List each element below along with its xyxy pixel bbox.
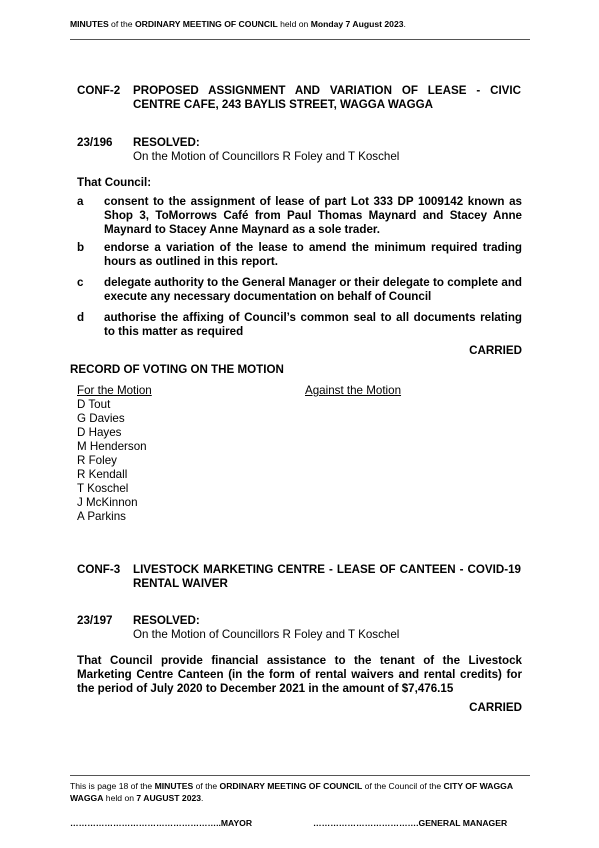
footer-meeting: ORDINARY MEETING OF COUNCIL — [219, 781, 363, 791]
signature-line — [70, 818, 530, 828]
list-item-text: endorse a variation of the lease to amend the minimum required trading hours as outlined in this report. — [104, 241, 522, 268]
footer-date: 7 AUGUST 2023 — [136, 793, 202, 803]
resolution-number: 23/196 — [77, 136, 113, 149]
mayor-label: MAYOR — [220, 818, 253, 828]
list-item-text: authorise the affixing of Council’s common seal to all documents relating to this matter as required — [104, 311, 522, 338]
gm-signature-dots: ………………………………. — [313, 818, 419, 828]
page-footer — [70, 780, 530, 804]
header-minutes: MINUTES — [70, 19, 109, 29]
voter-name: G Davies — [77, 412, 125, 425]
list-item-text: consent to the assignment of lease of part Lot 333 DP 1009142 known as Shop 3, ToMorrows Café from Paul Thomas Maynard and Stacey Anne Maynard to Stacey Anne Maynard as a sole trader. — [104, 195, 522, 236]
header-date: Monday 7 August 2023 — [310, 19, 404, 29]
for-motion-label: For the Motion — [77, 384, 152, 397]
resolution-intro: That Council: — [77, 176, 152, 189]
carried-label: CARRIED — [469, 344, 522, 357]
voter-name: R Foley — [77, 454, 117, 467]
section-number: CONF-2 — [77, 84, 121, 97]
voter-name: D Tout — [77, 398, 111, 411]
section-title: LIVESTOCK MARKETING CENTRE - LEASE OF CANTEEN - COVID-19 RENTAL WAIVER — [133, 563, 521, 590]
resolution-body: That Council provide financial assistance to the tenant of the Livestock Marketing Centre Canteen (in the form of rental waivers and rental credits) for the period of July 2020 to December 2021 in the amount of $7,476.15 — [77, 654, 522, 695]
voter-name: D Hayes — [77, 426, 122, 439]
footer-minutes: MINUTES — [154, 781, 194, 791]
voter-name: A Parkins — [77, 510, 126, 523]
resolution-number: 23/197 — [77, 614, 113, 627]
footer-text: . — [201, 793, 204, 803]
resolved-label: RESOLVED: — [133, 136, 200, 149]
list-item-text: delegate authority to the General Manager or their delegate to complete and execute any necessary documentation on behalf of Council — [104, 276, 522, 303]
carried-label: CARRIED — [469, 701, 522, 714]
voter-name: M Henderson — [77, 440, 147, 453]
motion-movers: On the Motion of Councillors R Foley and T Koschel — [133, 150, 400, 163]
section-title: PROPOSED ASSIGNMENT AND VARIATION OF LEASE - CIVIC CENTRE CAFE, 243 BAYLIS STREET, WAGGA WAGGA — [133, 84, 521, 111]
voting-heading: RECORD OF VOTING ON THE MOTION — [70, 363, 284, 376]
list-item-letter: a — [77, 195, 84, 208]
header-text: of the — [108, 19, 135, 29]
footer-text: of the Council of the — [362, 781, 444, 791]
against-motion-label: Against the Motion — [305, 384, 402, 397]
header-text: . — [403, 19, 406, 29]
footer-text: This is page 18 of the — [70, 781, 155, 791]
footer-council: CITY OF WAGGA WAGGA — [70, 781, 513, 803]
resolved-label: RESOLVED: — [133, 614, 200, 627]
for-names-list — [77, 398, 147, 524]
header-text: held on — [277, 19, 311, 29]
voter-name: T Koschel — [77, 482, 129, 495]
gm-label: GENERAL MANAGER — [418, 818, 508, 828]
footer-text: held on — [103, 793, 137, 803]
header-meeting: ORDINARY MEETING OF COUNCIL — [134, 19, 278, 29]
list-item-letter: b — [77, 241, 85, 254]
footer-text: of the — [193, 781, 220, 791]
section-number: CONF-3 — [77, 563, 121, 576]
list-item-letter: c — [77, 276, 84, 289]
mayor-signature-dots: …………………………………………….. — [70, 818, 221, 828]
footer-rule — [70, 775, 530, 776]
motion-movers: On the Motion of Councillors R Foley and T Koschel — [133, 628, 400, 641]
page-header — [70, 19, 406, 29]
header-rule — [70, 39, 530, 40]
voter-name: R Kendall — [77, 468, 128, 481]
list-item-letter: d — [77, 311, 85, 324]
voter-name: J McKinnon — [77, 496, 138, 509]
